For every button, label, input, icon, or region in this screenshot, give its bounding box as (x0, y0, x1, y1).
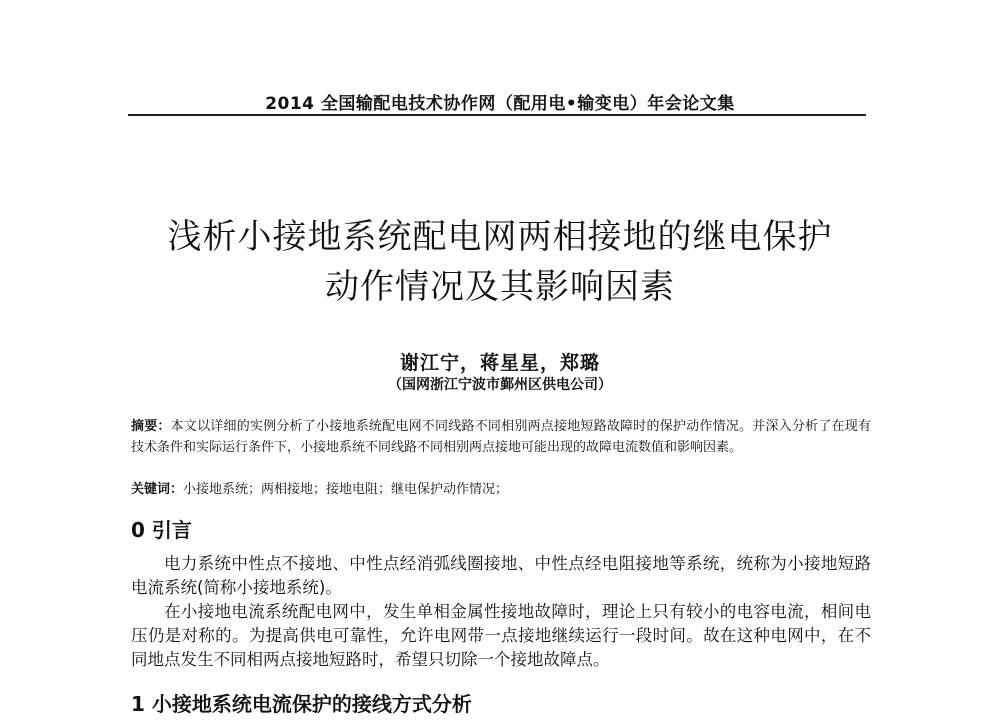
paragraph: 电力系统中性点不接地、中性点经消弧线圈接地、中性点经电阻接地等系统，统称为小接地短路电流系统(简称小接地系统)。 (131, 554, 871, 597)
header-rule (128, 114, 866, 116)
keywords (131, 480, 871, 500)
paper-title-line-2: 动作情况及其影响因素 (325, 267, 675, 307)
section-heading-wiring-analysis: 1 小接地系统电流保护的接线方式分析 (131, 692, 472, 716)
authors: 谢江宁，蒋星星，郑璐 (399, 352, 600, 374)
paragraph: 在小接地电流系统配电网中，发生单相金属性接地故障时，理论上只有较小的电容电流，相间电压仍是对称的。为提高供电可靠性，允许电网带一点接地继续运行一段时间。故在这种电网中，在不同地点发生不同相两点接地短路时，希望只切除一个接地故障点。 (131, 602, 871, 669)
abstract-label: 摘要： (131, 419, 171, 434)
abstract (131, 416, 871, 458)
section-heading-introduction: 0 引言 (131, 518, 192, 542)
paper-title-line-1: 浅析小接地系统配电网两相接地的继电保护 (167, 217, 833, 257)
affiliation: （国网浙江宁波市鄞州区供电公司） (388, 377, 612, 393)
keywords-text: 小接地系统；两相接地；接地电阻；继电保护动作情况； (183, 482, 509, 497)
introduction-body (131, 552, 871, 672)
running-header: 2014 全国输配电技术协作网（配用电•输变电）年会论文集 (265, 94, 735, 114)
paper-title (0, 212, 1000, 312)
keywords-label: 关键词： (131, 482, 184, 497)
abstract-text: 本文以详细的实例分析了小接地系统配电网不同线路不同相别两点接地短路故障时的保护动作情况。并深入分析了在现有技术条件和实际运行条件下，小接地系统不同线路不同相别两点接地可能出现的故障电流数值和影响因素。 (131, 419, 871, 455)
